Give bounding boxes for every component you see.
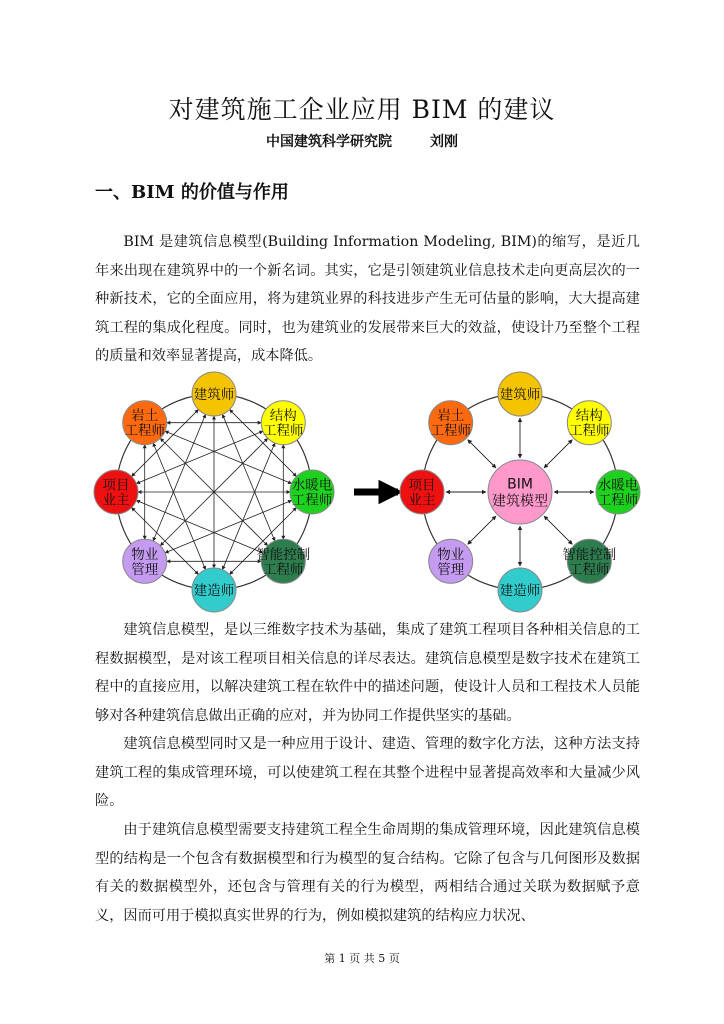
bim-center-label: BIM — [507, 476, 533, 493]
right-node-label: 结构 — [575, 408, 603, 425]
left-node-label: 建筑师 — [193, 387, 235, 403]
right-center-bim-node — [488, 460, 552, 524]
right-node-label: 管理 — [437, 561, 465, 578]
bim-comparison-diagram — [92, 368, 652, 613]
right-node-geotech — [429, 401, 473, 445]
left-node-label: 工程师 — [124, 423, 165, 440]
author-name: 刘刚 — [430, 134, 458, 150]
right-node-label: 建造师 — [499, 583, 541, 599]
left-node-label: 物业 — [131, 546, 159, 563]
right-node-mep — [596, 470, 640, 514]
right-node-control — [562, 539, 616, 583]
paragraph-1: BIM 是建筑信息模型(Building Information Modeling, BIM)的缩写，是近几年来出现在建筑界中的一个新名词。其实，它是引领建筑业信息技术走向更高层次的一种新技术，它的全面应用，将为建筑业界的科技进步产生无可估量的影响，大大提高建筑工程的集成化程度。同时，也为建筑业的发展带来巨大的效益，使设计乃至整个工程的质量和效率显著提高，成本降低。 — [95, 234, 640, 365]
left-node-mep — [290, 470, 334, 514]
left-node-label: 项目 — [102, 477, 130, 494]
left-node-builder — [192, 568, 236, 612]
paragraph-2: 建筑信息模型，是以三维数字技术为基础，集成了建筑工程项目各种相关信息的工程数据模型，是对该工程项目相关信息的详尽表达。建筑信息模型是数字技术在建筑工程中的直接应用，以解决建筑工程在软件中的描述问题，使设计人员和工程技术人员能够对各种建筑信息做出正确的应对，并为协同工作提供坚实的基础。 — [95, 622, 640, 724]
left-node-structural — [261, 401, 305, 445]
author-line — [0, 131, 724, 151]
right-spoke-arrow — [544, 440, 572, 468]
right-spoke-arrow — [544, 516, 572, 544]
right-node-structural — [567, 401, 611, 445]
right-node-label: 工程师 — [569, 423, 610, 440]
right-node-label: 水暖电 — [597, 477, 639, 494]
left-node-label: 结构 — [269, 408, 297, 425]
section-heading: 一、BIM 的价值与作用 — [95, 182, 289, 203]
right-node-property — [429, 539, 473, 583]
left-node-property — [123, 539, 167, 583]
left-node-architect — [192, 372, 236, 416]
right-node-label: 建筑师 — [499, 387, 541, 403]
right-spoke-arrow — [468, 516, 496, 544]
author-organization: 中国建筑科学研究院 — [266, 134, 392, 150]
right-node-builder — [498, 568, 542, 612]
right-spoke-arrow — [468, 440, 496, 468]
right-node-label: 智能控制 — [562, 546, 617, 563]
left-node-label: 建造师 — [193, 583, 235, 599]
paragraph-4: 由于建筑信息模型需要支持建筑工程全生命周期的集成管理环境，因此建筑信息模型的结构是一个包含有数据模型和行为模型的复合结构。它除了包含与几何图形及数据有关的数据模型外，还包含与管理有关的行为模型，两相结合通过关联为数据赋予意义，因而可用于模拟真实世界的行为，例如模拟建筑的结构应力状况、 — [95, 822, 640, 924]
right-node-label: 项目 — [408, 477, 436, 494]
left-node-label: 管理 — [131, 561, 159, 578]
left-node-geotech — [123, 401, 167, 445]
left-node-label: 工程师 — [263, 423, 304, 440]
right-node-label: 业主 — [408, 492, 436, 509]
left-node-label: 工程师 — [263, 561, 304, 578]
left-node-label: 智能控制 — [256, 546, 311, 563]
traditional-network-diagram — [94, 372, 334, 612]
left-node-label: 水暖电 — [291, 477, 333, 494]
bim-center-label: 建筑模型 — [492, 493, 548, 510]
bim-centered-diagram — [400, 372, 640, 612]
right-node-label: 岩土 — [437, 408, 465, 425]
document-title: 对建筑施工企业应用 BIM 的建议 — [168, 95, 556, 124]
right-node-architect — [498, 372, 542, 416]
page-footer: 第 1 页 共 5 页 — [324, 952, 400, 965]
left-node-label: 业主 — [102, 492, 130, 509]
left-node-control — [256, 539, 310, 583]
right-node-label: 物业 — [437, 546, 465, 563]
left-node-owner — [94, 470, 138, 514]
left-node-label: 岩土 — [131, 408, 159, 425]
paragraph-3: 建筑信息模型同时又是一种应用于设计、建造、管理的数字化方法，这种方法支持建筑工程的集成管理环境，可以使建筑工程在其整个进程中显著提高效率和大量减少风险。 — [95, 736, 640, 810]
right-node-label: 工程师 — [430, 423, 471, 440]
right-node-owner — [400, 470, 444, 514]
left-node-label: 工程师 — [291, 492, 333, 509]
right-node-label: 工程师 — [569, 561, 610, 578]
right-node-label: 工程师 — [597, 492, 639, 509]
